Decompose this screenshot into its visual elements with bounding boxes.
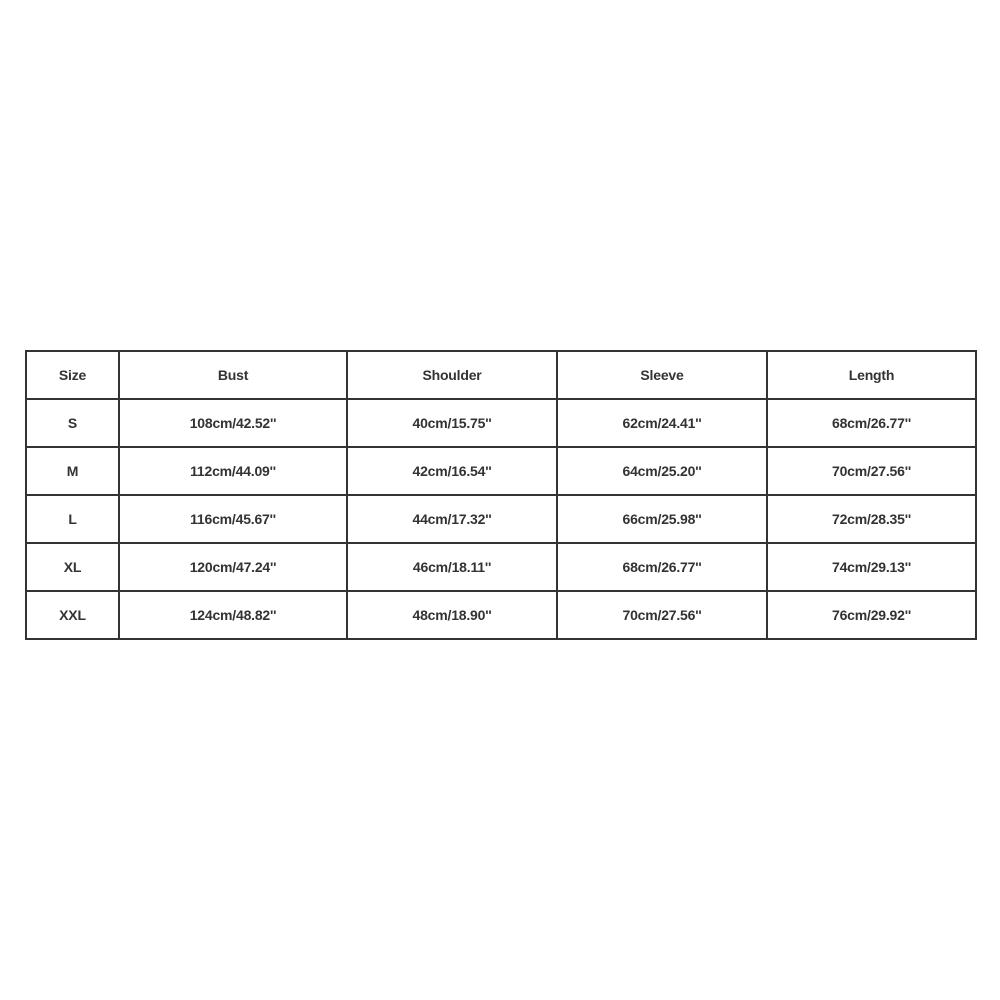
cell-sleeve: 62cm/24.41'' <box>557 399 767 447</box>
table-row <box>26 447 976 495</box>
table-row <box>26 495 976 543</box>
header-bust: Bust <box>119 351 347 399</box>
cell-shoulder: 48cm/18.90'' <box>347 591 557 639</box>
cell-sleeve: 68cm/26.77'' <box>557 543 767 591</box>
cell-size: XL <box>26 543 119 591</box>
cell-sleeve: 66cm/25.98'' <box>557 495 767 543</box>
cell-size: S <box>26 399 119 447</box>
size-chart-table <box>25 350 977 640</box>
cell-size: M <box>26 447 119 495</box>
cell-shoulder: 42cm/16.54'' <box>347 447 557 495</box>
cell-bust: 116cm/45.67'' <box>119 495 347 543</box>
cell-shoulder: 46cm/18.11'' <box>347 543 557 591</box>
cell-bust: 120cm/47.24'' <box>119 543 347 591</box>
cell-shoulder: 40cm/15.75'' <box>347 399 557 447</box>
cell-bust: 108cm/42.52'' <box>119 399 347 447</box>
header-row <box>26 351 976 399</box>
table-row <box>26 543 976 591</box>
header-sleeve: Sleeve <box>557 351 767 399</box>
cell-sleeve: 70cm/27.56'' <box>557 591 767 639</box>
cell-shoulder: 44cm/17.32'' <box>347 495 557 543</box>
cell-length: 76cm/29.92'' <box>767 591 976 639</box>
cell-length: 74cm/29.13'' <box>767 543 976 591</box>
cell-size: L <box>26 495 119 543</box>
cell-length: 68cm/26.77'' <box>767 399 976 447</box>
table-row <box>26 399 976 447</box>
cell-bust: 124cm/48.82'' <box>119 591 347 639</box>
cell-length: 72cm/28.35'' <box>767 495 976 543</box>
header-size: Size <box>26 351 119 399</box>
cell-size: XXL <box>26 591 119 639</box>
cell-length: 70cm/27.56'' <box>767 447 976 495</box>
header-length: Length <box>767 351 976 399</box>
table-row <box>26 591 976 639</box>
header-shoulder: Shoulder <box>347 351 557 399</box>
cell-sleeve: 64cm/25.20'' <box>557 447 767 495</box>
cell-bust: 112cm/44.09'' <box>119 447 347 495</box>
